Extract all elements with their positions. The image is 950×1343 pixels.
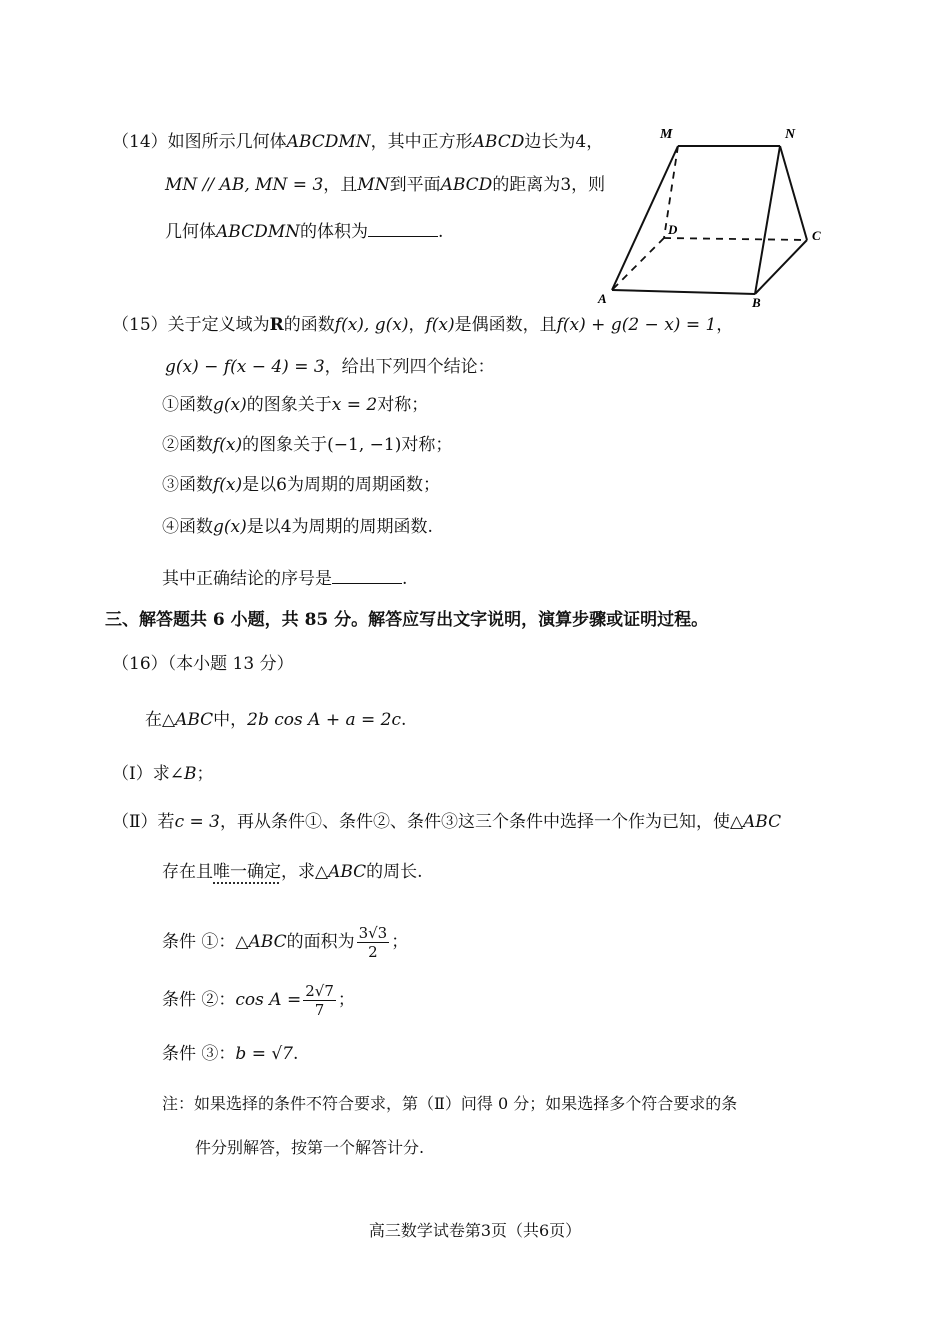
edge-NC — [780, 146, 807, 240]
q16-condition-1: 条件 ①：△ABC的面积为 $\frac{3√3}{2}$ ； — [162, 924, 409, 961]
q14-line-1: （14）如图所示几何体ABCDMN，其中正方形ABCD边长为4， — [112, 132, 604, 152]
q15-conclusion-3: ③函数f(x)是以6为周期的周期函数； — [162, 475, 440, 495]
page-footer: 高三数学试卷第3页（共6页） — [368, 1221, 582, 1240]
fraction: $\frac{3√3}{2}$ — [358, 924, 388, 961]
section-3-title: 三、解答题共 6 小题，共 85 分。解答应写出文字说明，演算步骤或证明过程。 — [105, 610, 709, 630]
q14-line-2: MN // AB, MN = 3，且MN到平面ABCD的距离为3，则 — [165, 175, 606, 195]
answer-blank — [368, 218, 438, 237]
q16-part-2-line-1: （Ⅱ）若c = 3，再从条件①、条件②、条件③这三个条件中选择一个作为已知，使△ABC — [112, 812, 782, 832]
geometry-figure — [590, 118, 830, 308]
q16-note-line-1: 注：如果选择的条件不符合要求，第（Ⅱ）问得 0 分；如果选择多个符合要求的条 — [162, 1094, 738, 1113]
label-M: M — [660, 127, 673, 142]
q16-part-2-line-2: 存在且唯一确定，求△ABC的周长. — [162, 862, 423, 882]
q15-line-2: g(x) − f(x − 4) = 3，给出下列四个结论： — [165, 357, 495, 377]
answer-blank — [332, 565, 402, 584]
q15-conclusion-1: ①函数g(x)的图象关于x = 2对称； — [162, 395, 429, 415]
label-D: D — [668, 222, 678, 237]
label-A: A — [598, 291, 607, 306]
q16-condition-3: 条件 ③：b = √7. — [162, 1044, 299, 1064]
edge-MA — [612, 146, 678, 290]
q16-part-1: （Ⅰ）求∠B； — [112, 764, 214, 784]
edge-DA-hidden — [612, 238, 664, 290]
q15-line-1: （15）关于定义域为R的函数f(x), g(x)，f(x)是偶函数，且f(x) + g(2 − x) = 1， — [112, 315, 734, 335]
q15-conclusion-2: ②函数f(x)的图象关于(−1, −1)对称； — [162, 435, 453, 455]
q15-ask: 其中正确结论的序号是 . — [162, 565, 407, 591]
edge-DC-hidden — [664, 238, 807, 240]
fraction: $\frac{2√7}{7}$ — [305, 982, 334, 1019]
edge-AB — [612, 290, 755, 294]
q16-condition-2: 条件 ②：cos A = $\frac{2√7}{7}$ ； — [162, 982, 355, 1019]
q16-note-line-2: 件分别解答，按第一个解答计分. — [195, 1138, 425, 1157]
q16-header: （16）（本小题 13 分） — [112, 654, 294, 674]
label-B: B — [752, 295, 761, 308]
q16-given: 在△ABC中，2b cos A + a = 2c. — [145, 710, 407, 730]
label-C: C — [812, 228, 821, 243]
q14-line-3: 几何体ABCDMN的体积为 . — [165, 218, 443, 244]
q15-conclusion-4: ④函数g(x)是以4为周期的周期函数. — [162, 517, 433, 537]
label-N: N — [785, 127, 796, 142]
